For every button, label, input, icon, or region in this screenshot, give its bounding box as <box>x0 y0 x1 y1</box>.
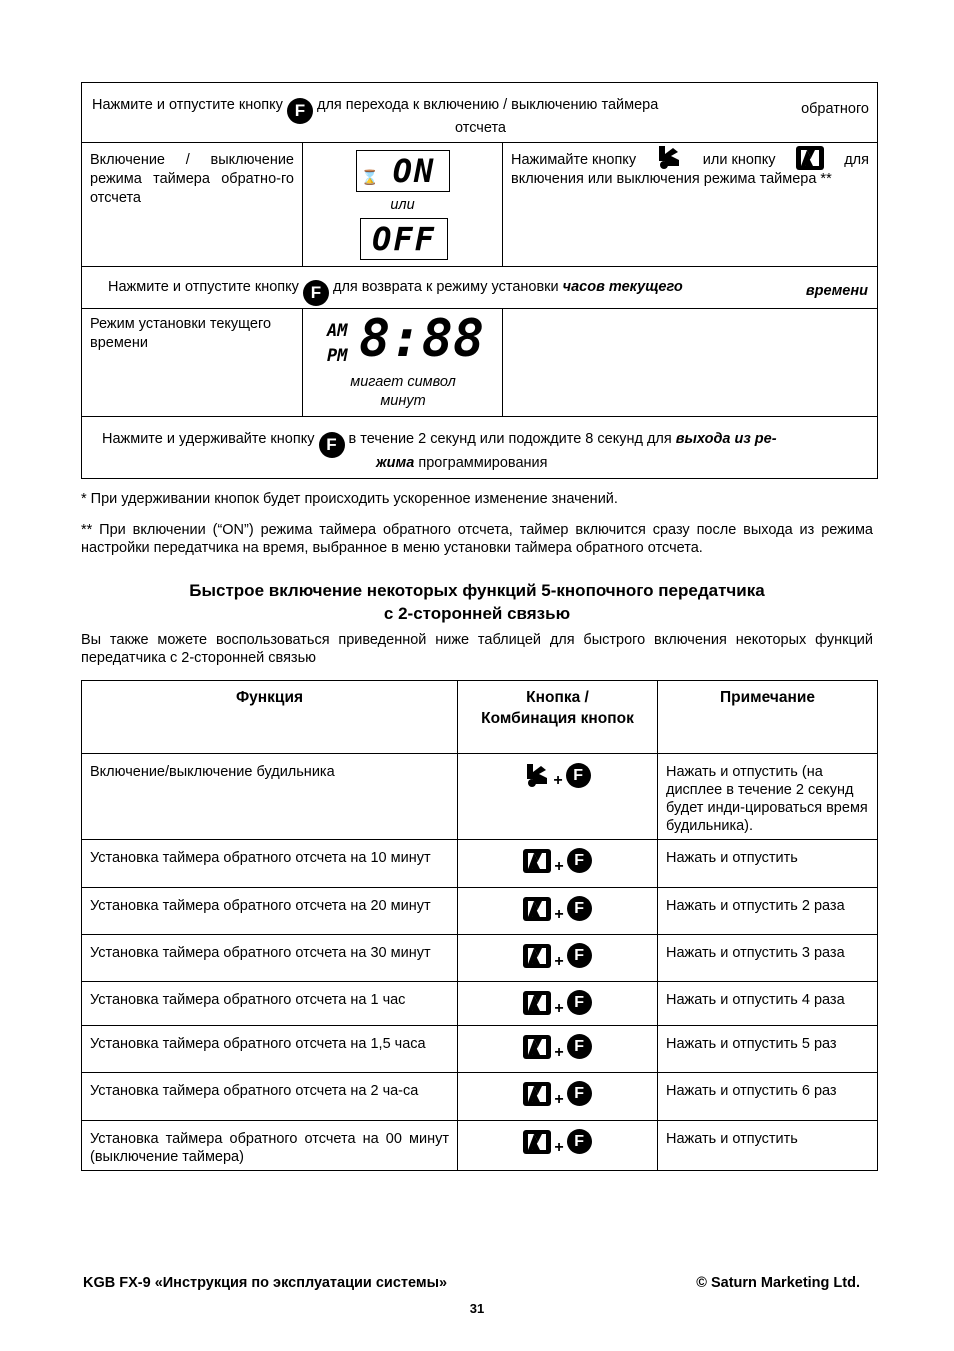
f-button-icon: F <box>567 896 592 921</box>
button-combo-cell <box>458 1121 658 1171</box>
row-return-clock: Нажмите и отпустите кнопку F для возврата к режиму установки часов текущего времени <box>82 267 878 309</box>
button-combo-cell <box>458 1026 658 1073</box>
f-button-icon: F <box>567 990 592 1015</box>
plus-sign: + <box>554 1090 564 1108</box>
clock-display-cell: AM PM 8:88 мигает символ минут <box>303 309 503 417</box>
plus-sign: + <box>554 952 564 970</box>
note-cell: Нажать и отпустить (на дисплее в течение 2 секунд будет инди-цироваться время будильника). <box>658 754 878 840</box>
f-button-icon: F <box>567 943 592 968</box>
plus-sign: + <box>554 857 564 875</box>
timer-mode-cell: Включение / выключение режима таймера обратно-го отсчета <box>82 143 303 267</box>
row-enter-timer: Нажмите и отпустите кнопку F для перехода к включению / выключению таймера обратного отсчета <box>82 83 878 143</box>
note-cell: Нажать и отпустить 3 раза <box>658 935 878 982</box>
note-cell: Нажать и отпустить 4 раза <box>658 982 878 1026</box>
function-cell: Установка таймера обратного отсчета на 1 час <box>82 982 458 1026</box>
plus-sign: + <box>554 905 564 923</box>
table-row <box>82 840 878 888</box>
plus-sign: + <box>554 1043 564 1061</box>
function-cell: Включение/выключение будильника <box>82 754 458 840</box>
plus-sign: + <box>554 999 564 1017</box>
table-row <box>82 1026 878 1073</box>
timer-display-cell: ⌛ ON или OFF <box>303 143 503 267</box>
row-exit-programming: Нажмите и удерживайте кнопку F в течение 2 секунд или подождите 8 секунд для выхода из ре- жима программирования <box>82 417 878 479</box>
note-2: ** При включении (“ON”) режима таймера обратного отсчета, таймер включится сразу после выхода из режима настройки передатчика на время, выбранное в меню установки таймера обратного отсчета. <box>81 522 873 556</box>
f-button-icon: F <box>566 763 591 788</box>
hourglass-icon: ⌛ <box>361 169 379 185</box>
f-button-icon: F <box>567 1081 592 1106</box>
timer-button-icon <box>796 146 824 170</box>
lcd-off-display: OFF <box>360 218 448 260</box>
empty-cell <box>503 309 878 417</box>
button-combo-cell <box>458 982 658 1026</box>
f-button-icon: F <box>567 848 592 873</box>
timer-button-icon <box>523 1130 551 1154</box>
timer-button-icon <box>523 849 551 873</box>
note-cell: Нажать и отпустить <box>658 1121 878 1171</box>
alarm-button-icon <box>524 762 550 788</box>
f-button-icon: F <box>319 432 345 458</box>
lcd-on-display: ⌛ ON <box>356 150 450 192</box>
functions-table <box>81 680 878 1171</box>
plus-sign: + <box>554 1138 564 1156</box>
table-row <box>82 982 878 1026</box>
function-cell: Установка таймера обратного отсчета на 30 минут <box>82 935 458 982</box>
note-cell: Нажать и отпустить 5 раз <box>658 1026 878 1073</box>
button-combo-cell <box>458 1073 658 1121</box>
footer-copyright: © Saturn Marketing Ltd. <box>696 1275 860 1291</box>
header-button: Кнопка / Комбинация кнопок <box>458 681 658 754</box>
row1-text: Нажмите и отпустите кнопку <box>92 97 283 113</box>
function-cell: Установка таймера обратного отсчета на 20 минут <box>82 888 458 935</box>
button-combo-cell <box>458 888 658 935</box>
note-1: * При удерживании кнопок будет происходить ускоренное изменение значений. <box>81 491 618 507</box>
note-cell: Нажать и отпустить <box>658 840 878 888</box>
page-number: 31 <box>469 1301 485 1316</box>
header-function: Функция <box>82 681 458 754</box>
plus-sign: + <box>553 772 563 789</box>
section-intro: Вы также можете воспользоваться приведенной ниже таблицей для быстрого включения некоторых функций передатчика с 2-сторонней связью <box>81 632 873 666</box>
button-combo-cell <box>458 840 658 888</box>
function-cell: Установка таймера обратного отсчета на 1,5 часа <box>82 1026 458 1073</box>
footer-title: KGB FX-9 «Инструкция по эксплуатации системы» <box>83 1275 448 1291</box>
function-cell: Установка таймера обратного отсчета на 10 минут <box>82 840 458 888</box>
button-combo-cell <box>458 754 658 840</box>
table-row <box>82 1121 878 1171</box>
button-combo-cell <box>458 935 658 982</box>
table-row <box>82 935 878 982</box>
clock-lcd: AM PM 8:88 <box>327 309 485 369</box>
f-button-icon: F <box>567 1034 592 1059</box>
note-cell: Нажать и отпустить 6 раз <box>658 1073 878 1121</box>
header-note: Примечание <box>658 681 878 754</box>
table-row <box>82 754 878 840</box>
alarm-button-icon <box>656 144 682 170</box>
f-button-icon: F <box>303 280 329 306</box>
timer-button-icon <box>523 944 551 968</box>
timer-button-icon <box>523 1035 551 1059</box>
timer-button-icon <box>523 1082 551 1106</box>
table-row <box>82 888 878 935</box>
note-cell: Нажать и отпустить 2 раза <box>658 888 878 935</box>
clock-mode-cell: Режим установки текущего времени <box>82 309 303 417</box>
function-cell: Установка таймера обратного отсчета на 00 минут (выключение таймера) <box>82 1121 458 1171</box>
section-title: Быстрое включение некоторых функций 5-кнопочного передатчика с 2-сторонней связью <box>189 581 765 623</box>
timer-instruction-cell: Нажимайте кнопку или кнопку для включения или выключения режима таймера ** <box>503 143 878 267</box>
f-button-icon: F <box>287 98 313 124</box>
table-row <box>82 1073 878 1121</box>
timer-button-icon <box>523 991 551 1015</box>
top-table <box>81 82 878 479</box>
f-button-icon: F <box>567 1129 592 1154</box>
function-cell: Установка таймера обратного отсчета на 2 ча-са <box>82 1073 458 1121</box>
timer-button-icon <box>523 897 551 921</box>
